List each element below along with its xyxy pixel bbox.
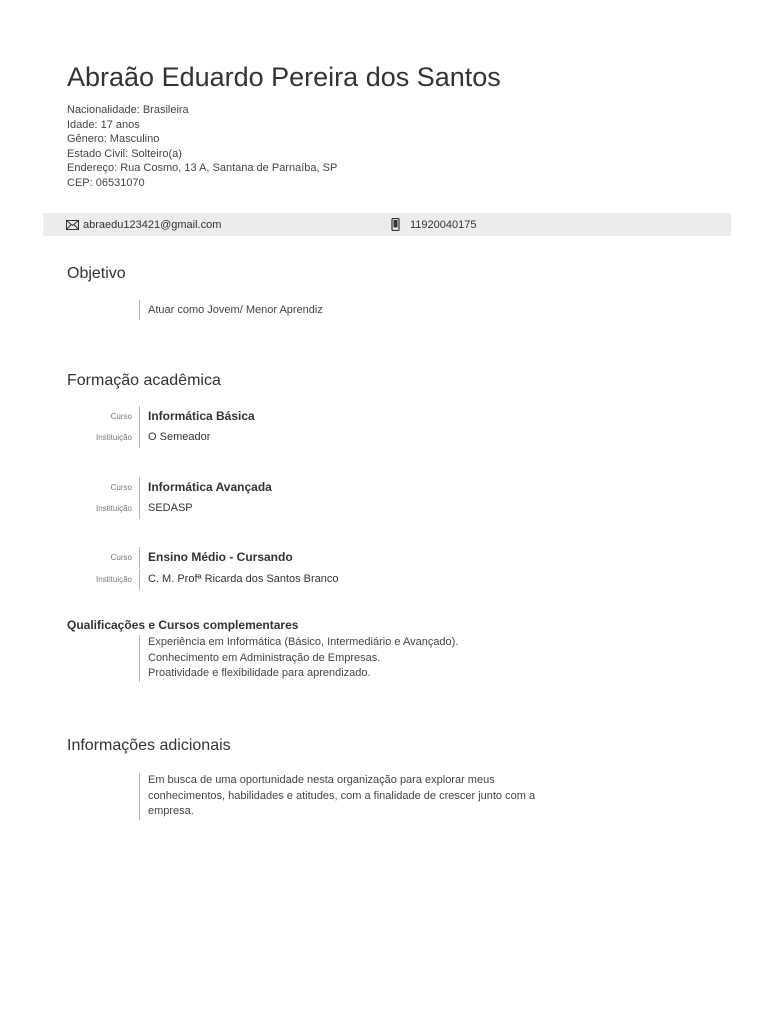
qualification-item: Experiência em Informática (Básico, Intermediário e Avançado). — [148, 636, 459, 648]
email-contact[interactable] — [66, 213, 221, 236]
course-name: Informática Básica — [139, 406, 255, 427]
course-label: Curso — [110, 412, 132, 421]
email-text: abraedu123421@gmail.com — [83, 218, 222, 231]
education-institution-row — [0, 427, 768, 448]
additional-info-line: Em busca de uma oportunidade nesta organização para explorar meus — [148, 774, 495, 786]
additional-info-line: empresa. — [148, 805, 194, 817]
qualifications-heading: Qualificações e Cursos complementares — [67, 618, 299, 632]
mobile-phone-icon — [391, 218, 404, 231]
education-course-row — [0, 477, 768, 498]
course-name: Informática Avançada — [139, 477, 272, 498]
institution-name: C. M. Profª Ricarda dos Santos Branco — [139, 569, 339, 590]
course-label: Curso — [110, 553, 132, 562]
objective-heading: Objetivo — [67, 265, 126, 282]
education-course-row — [0, 547, 768, 568]
qualification-item: Proatividade e flexibilidade para aprendizado. — [148, 667, 371, 679]
institution-label: Instituição — [95, 504, 132, 513]
additional-info-text — [139, 773, 535, 820]
institution-name: O Semeador — [139, 427, 210, 448]
institution-name: SEDASP — [139, 498, 193, 519]
address: Endereço: Rua Cosmo, 13 A, Santana de Parnaíba, SP — [67, 162, 338, 175]
additional-info-line: conhecimentos, habilidades e atitudes, com a finalidade de crescer junto com a — [148, 789, 536, 802]
qualifications-list — [139, 635, 458, 682]
postal-code: CEP: 06531070 — [67, 176, 145, 189]
education-heading: Formação acadêmica — [67, 372, 221, 389]
gender: Gênero: Masculino — [67, 133, 160, 146]
contact-bar — [43, 213, 731, 236]
additional-info-heading: Informações adicionais — [67, 737, 231, 754]
education-course-row — [0, 406, 768, 427]
education-institution-row — [0, 569, 768, 590]
nationality: Nacionalidade: Brasileira — [67, 104, 189, 116]
education-institution-row — [0, 498, 768, 519]
personal-details — [67, 103, 337, 191]
envelope-icon — [66, 220, 83, 230]
institution-label: Instituição — [95, 433, 132, 442]
objective-text: Atuar como Jovem/ Menor Aprendiz — [139, 300, 323, 320]
course-name: Ensino Médio - Cursando — [139, 547, 293, 568]
candidate-name: Abraão Eduardo Pereira dos Santos — [67, 62, 501, 92]
qualification-item: Conhecimento em Administração de Empresas. — [148, 651, 381, 664]
phone-contact[interactable] — [391, 213, 476, 236]
phone-text: 11920040175 — [410, 218, 477, 231]
institution-label: Instituição — [95, 575, 132, 584]
course-label: Curso — [110, 483, 132, 492]
age: Idade: 17 anos — [67, 118, 140, 131]
marital-status: Estado Civil: Solteiro(a) — [67, 147, 182, 160]
